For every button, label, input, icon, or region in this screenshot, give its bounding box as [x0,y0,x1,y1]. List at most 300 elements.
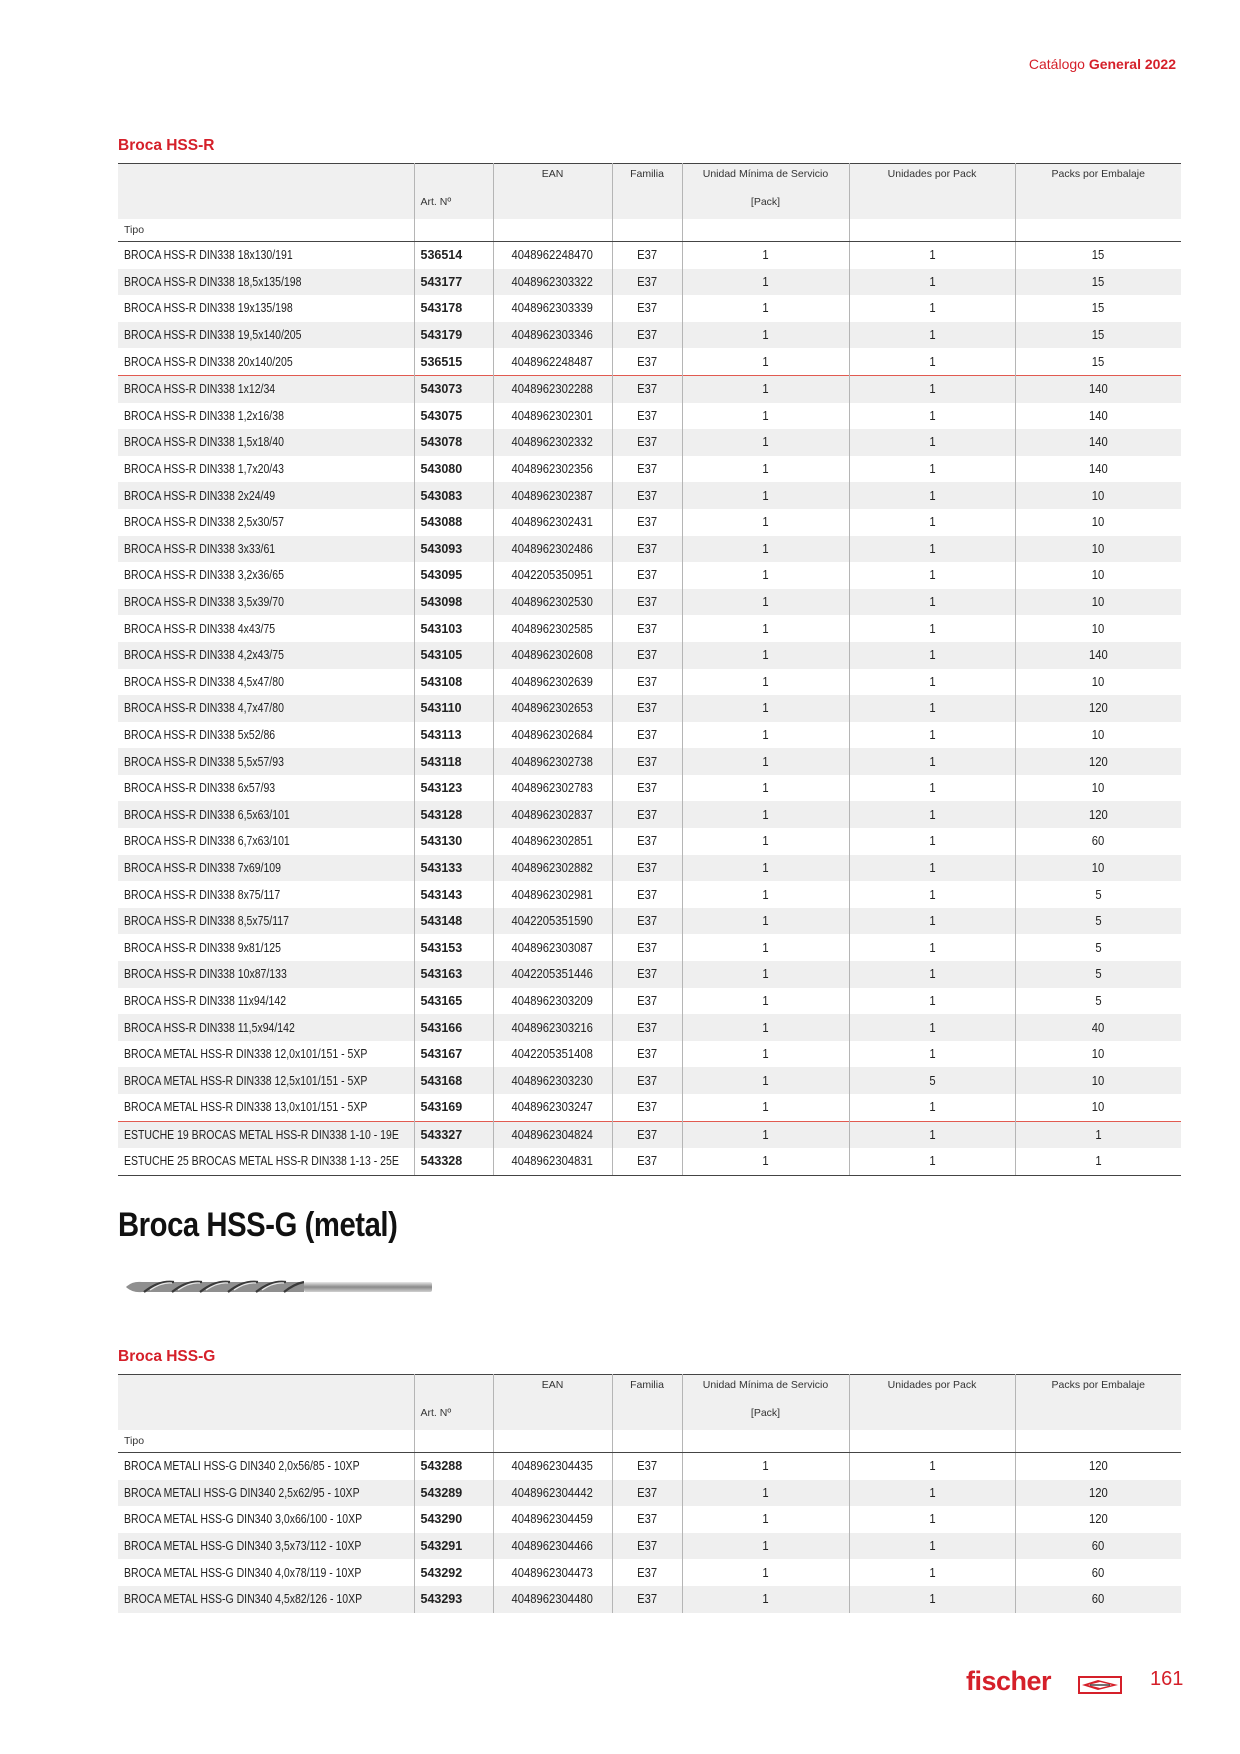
cell-art-number: 543290 [414,1506,493,1533]
cell-familia [612,482,682,509]
cell-unidad-minima-text: 1 [762,248,769,263]
cell-packs-embalaje [1015,1506,1181,1533]
cell-unidades-pack-text: 1 [928,1592,936,1607]
cell-unidades-pack [849,242,1015,269]
cell-packs-embalaje [1015,1533,1181,1560]
cell-packs-embalaje-text: 120 [1088,1459,1108,1474]
cell-unidad-minima-text: 1 [762,1565,769,1580]
cell-ean [493,375,612,402]
cell-familia [612,881,682,908]
cell-packs-embalaje [1015,1067,1181,1094]
cell-unidad-minima [682,801,849,828]
cell-tipo [118,695,414,722]
cell-familia-text: E37 [636,248,658,263]
table-row [118,1586,1181,1613]
cell-ean [493,429,612,456]
cell-packs-embalaje [1015,429,1181,456]
cell-tipo [118,269,414,296]
cell-art-number: 543148 [414,908,493,935]
cell-ean-text: 4048962302981 [511,887,594,902]
cell-unidad-minima-text: 1 [762,382,769,397]
cell-familia [612,1453,682,1480]
cell-unidades-pack [849,295,1015,322]
table-row [118,1533,1181,1560]
cell-unidad-minima [682,295,849,322]
cell-familia-text: E37 [636,1485,658,1500]
cell-familia-text: E37 [636,701,658,716]
cell-art-number: 536514 [414,242,493,269]
cell-tipo [118,1148,414,1175]
cell-packs-embalaje [1015,295,1181,322]
cell-familia [612,536,682,563]
table-row [118,1148,1181,1175]
cell-ean [493,242,612,269]
cell-unidades-pack [849,828,1015,855]
cell-unidades-pack-text: 1 [928,1100,936,1115]
table-row [118,695,1181,722]
cell-unidad-minima-text: 1 [762,1512,769,1527]
cell-tipo [118,1453,414,1480]
cell-familia [612,456,682,483]
table-row [118,1121,1181,1148]
cell-tipo [118,748,414,775]
cell-ean-text: 4048962302639 [511,674,594,689]
cell-packs-embalaje-text: 10 [1091,621,1105,636]
header-unidad-minima: Unidad Mínima de Servicio [682,1375,849,1406]
cell-unidad-minima [682,456,849,483]
cell-art-number: 543118 [414,748,493,775]
cell-ean-text: 4048962304435 [511,1459,594,1474]
cell-unidad-minima [682,1533,849,1560]
cell-packs-embalaje [1015,322,1181,349]
cell-unidades-pack [849,403,1015,430]
cell-familia-text: E37 [636,541,658,556]
table-row [118,295,1181,322]
cell-ean-text: 4048962303087 [511,940,594,955]
cell-art-number: 543093 [414,536,493,563]
cell-tipo [118,934,414,961]
cell-tipo-text: BROCA HSS-R DIN338 2,5x30/57 [124,515,284,530]
cell-tipo-text: BROCA METAL HSS-R DIN338 12,0x101/151 - 5XP [124,1047,368,1062]
cell-packs-embalaje-text: 120 [1088,754,1108,769]
cell-unidades-pack-text: 1 [928,1127,936,1142]
cell-familia [612,509,682,536]
cell-tipo [118,403,414,430]
cell-familia-text: E37 [636,967,658,982]
table-row [118,615,1181,642]
cell-packs-embalaje [1015,348,1181,375]
cell-art-number: 543166 [414,1014,493,1041]
cell-unidad-minima [682,509,849,536]
cell-tipo-text: BROCA HSS-R DIN338 6x57/93 [124,781,276,796]
cell-unidades-pack-text: 1 [928,328,936,343]
cell-familia [612,828,682,855]
cell-packs-embalaje [1015,1094,1181,1121]
drill-bit-image [124,1276,434,1298]
table-body-hss-r [118,242,1181,1176]
cell-ean [493,988,612,1015]
cell-packs-embalaje-text: 10 [1091,595,1105,610]
cell-familia [612,1067,682,1094]
cell-ean [493,934,612,961]
cell-unidades-pack [849,429,1015,456]
cell-unidades-pack-text: 1 [928,674,936,689]
cell-unidades-pack [849,375,1015,402]
cell-familia-text: E37 [636,1565,658,1580]
cell-unidades-pack-text: 1 [928,354,936,369]
cell-ean-text: 4048962303346 [511,328,594,343]
cell-familia [612,642,682,669]
cell-familia-text: E37 [636,435,658,450]
cell-art-number: 543088 [414,509,493,536]
cell-packs-embalaje-text: 120 [1088,1512,1108,1527]
cell-familia [612,669,682,696]
cell-tipo [118,456,414,483]
cell-packs-embalaje [1015,908,1181,935]
cell-tipo-text: BROCA HSS-R DIN338 20x140/205 [124,354,293,369]
cell-unidad-minima-text: 1 [762,674,769,689]
cell-unidad-minima [682,1067,849,1094]
cell-tipo [118,242,414,269]
cell-unidades-pack [849,881,1015,908]
cell-tipo-text: BROCA HSS-R DIN338 3x33/61 [124,541,276,556]
cell-familia-text: E37 [636,595,658,610]
cell-familia-text: E37 [636,648,658,663]
cell-unidades-pack-text: 1 [928,301,936,316]
cell-familia-text: E37 [636,940,658,955]
cell-packs-embalaje [1015,669,1181,696]
cell-ean-text: 4048962303209 [511,993,594,1008]
cell-unidades-pack [849,1453,1015,1480]
cell-art-number: 543128 [414,801,493,828]
cell-tipo [118,509,414,536]
cell-unidad-minima-text: 1 [762,621,769,636]
cell-tipo [118,881,414,908]
cell-art-number: 543179 [414,322,493,349]
cell-tipo [118,1559,414,1586]
cell-ean-text: 4048962304831 [511,1154,594,1169]
cell-familia [612,375,682,402]
section2-subtitle: Broca HSS-G [118,1348,216,1365]
cell-familia-text: E37 [636,1073,658,1088]
cell-ean-text: 4048962304473 [511,1565,594,1580]
cell-familia-text: E37 [636,1592,658,1607]
cell-unidades-pack [849,1559,1015,1586]
cell-tipo [118,642,414,669]
cell-familia-text: E37 [636,781,658,796]
cell-familia-text: E37 [636,408,658,423]
cell-packs-embalaje [1015,722,1181,749]
cell-unidades-pack-text: 1 [928,515,936,530]
cell-art-number: 543289 [414,1480,493,1507]
cell-familia-text: E37 [636,807,658,822]
cell-unidad-minima [682,1480,849,1507]
cell-tipo-text: BROCA HSS-R DIN338 10x87/133 [124,967,287,982]
cell-familia-text: E37 [636,621,658,636]
cell-packs-embalaje [1015,1014,1181,1041]
cell-tipo [118,1094,414,1121]
cell-packs-embalaje [1015,1121,1181,1148]
header-packs-embalaje: Packs por Embalaje [1015,164,1181,195]
cell-packs-embalaje [1015,589,1181,616]
table-row [118,1453,1181,1480]
cell-unidad-minima-text: 1 [762,860,769,875]
cell-art-number: 543293 [414,1586,493,1613]
cell-unidades-pack-text: 1 [928,701,936,716]
cell-packs-embalaje [1015,242,1181,269]
cell-unidades-pack-text: 1 [928,248,936,263]
cell-unidades-pack-text: 1 [928,1512,936,1527]
cell-familia [612,934,682,961]
cell-familia-text: E37 [636,674,658,689]
cell-packs-embalaje [1015,1041,1181,1068]
cell-unidades-pack-text: 1 [928,1459,936,1474]
cell-unidades-pack-text: 1 [928,781,936,796]
table-row [118,375,1181,402]
catalog-edition: General 2022 [1088,56,1176,72]
cell-tipo-text: BROCA METAL HSS-G DIN340 4,5x82/126 - 10XP [124,1592,363,1607]
cell-unidades-pack-text: 5 [928,1073,936,1088]
table-row [118,961,1181,988]
table-row [118,242,1181,269]
cell-unidad-minima [682,748,849,775]
table-row [118,348,1181,375]
table-row [118,828,1181,855]
cell-ean [493,456,612,483]
cell-familia [612,1480,682,1507]
cell-ean [493,801,612,828]
table-row [118,1041,1181,1068]
cell-familia [612,722,682,749]
cell-unidades-pack [849,908,1015,935]
cell-familia [612,1014,682,1041]
cell-art-number: 543163 [414,961,493,988]
cell-familia [612,1148,682,1175]
cell-ean-text: 4042205351408 [511,1047,594,1062]
cell-familia-text: E37 [636,382,658,397]
cell-ean [493,1014,612,1041]
cell-familia-text: E37 [636,887,658,902]
cell-tipo [118,988,414,1015]
cell-tipo-text: BROCA HSS-R DIN338 5,5x57/93 [124,754,284,769]
cell-packs-embalaje-text: 60 [1091,834,1105,849]
cell-familia [612,1586,682,1613]
cell-unidades-pack [849,1533,1015,1560]
cell-familia [612,322,682,349]
cell-ean-text: 4042205351590 [511,914,594,929]
cell-tipo [118,1014,414,1041]
cell-tipo [118,348,414,375]
cell-unidad-minima [682,934,849,961]
cell-unidades-pack [849,322,1015,349]
header-unidad-pack-unit: [Pack] [682,194,849,219]
cell-tipo [118,1067,414,1094]
cell-unidades-pack [849,748,1015,775]
cell-unidad-minima-text: 1 [762,541,769,556]
cell-unidades-pack-text: 1 [928,1154,936,1169]
table-body-hss-g [118,1453,1181,1613]
cell-familia-text: E37 [636,328,658,343]
cell-unidades-pack [849,509,1015,536]
cell-packs-embalaje [1015,961,1181,988]
cell-unidades-pack [849,536,1015,563]
cell-unidad-minima-text: 1 [762,354,769,369]
cell-unidad-minima [682,403,849,430]
cell-unidades-pack [849,562,1015,589]
cell-packs-embalaje-text: 1 [1095,1127,1102,1142]
cell-familia-text: E37 [636,568,658,583]
cell-unidad-minima-text: 1 [762,568,769,583]
cell-tipo [118,482,414,509]
catalog-header [1029,56,1176,72]
cell-ean-text: 4048962302783 [511,781,594,796]
cell-unidades-pack-text: 1 [928,462,936,477]
cell-tipo-text: BROCA HSS-R DIN338 19,5x140/205 [124,328,302,343]
cell-unidades-pack-text: 1 [928,940,936,955]
cell-ean [493,775,612,802]
cell-ean [493,961,612,988]
cell-art-number: 543130 [414,828,493,855]
cell-packs-embalaje-text: 5 [1095,914,1102,929]
cell-tipo [118,589,414,616]
cell-unidad-minima-text: 1 [762,1459,769,1474]
cell-tipo [118,1480,414,1507]
cell-packs-embalaje [1015,855,1181,882]
cell-unidad-minima-text: 1 [762,435,769,450]
cell-ean-text: 4048962302387 [511,488,594,503]
cell-unidad-minima [682,269,849,296]
cell-packs-embalaje-text: 15 [1091,328,1105,343]
table-row [118,881,1181,908]
cell-unidades-pack-text: 1 [928,1047,936,1062]
cell-familia [612,695,682,722]
table-row [118,1014,1181,1041]
cell-unidades-pack-text: 1 [928,1485,936,1500]
fischer-logo-mark [1078,1676,1122,1694]
cell-ean-text: 4042205350951 [511,568,594,583]
cell-packs-embalaje-text: 140 [1088,648,1108,663]
cell-unidades-pack [849,1121,1015,1148]
header-tipo: Tipo [118,219,414,242]
cell-unidad-minima [682,348,849,375]
cell-packs-embalaje [1015,403,1181,430]
cell-unidad-minima [682,429,849,456]
cell-unidad-minima [682,1586,849,1613]
product-table-hss-g [118,1374,1181,1613]
table-row [118,1094,1181,1121]
cell-packs-embalaje-text: 10 [1091,1100,1105,1115]
cell-unidades-pack-text: 1 [928,754,936,769]
cell-ean-text: 4048962302608 [511,648,594,663]
cell-unidad-minima-text: 1 [762,887,769,902]
cell-packs-embalaje-text: 140 [1088,462,1108,477]
table-row [118,1480,1181,1507]
cell-packs-embalaje [1015,695,1181,722]
cell-unidad-minima-text: 1 [762,1020,769,1035]
cell-packs-embalaje [1015,1586,1181,1613]
cell-tipo [118,615,414,642]
cell-tipo [118,801,414,828]
cell-unidad-minima-text: 1 [762,488,769,503]
cell-unidad-minima [682,589,849,616]
cell-unidades-pack [849,775,1015,802]
cell-ean [493,1453,612,1480]
cell-art-number: 543113 [414,722,493,749]
cell-unidad-minima-text: 1 [762,1485,769,1500]
cell-unidad-minima-text: 1 [762,701,769,716]
cell-unidad-minima [682,881,849,908]
cell-familia-text: E37 [636,727,658,742]
cell-ean [493,269,612,296]
cell-unidad-minima [682,855,849,882]
cell-art-number: 543327 [414,1121,493,1148]
cell-ean-text: 4048962248470 [511,248,594,263]
cell-unidades-pack-text: 1 [928,274,936,289]
header-familia: Familia [612,164,682,195]
cell-art-number: 543103 [414,615,493,642]
cell-unidades-pack [849,669,1015,696]
cell-familia-text: E37 [636,1512,658,1527]
cell-ean-text: 4048962304459 [511,1512,594,1527]
cell-tipo [118,429,414,456]
cell-familia [612,961,682,988]
cell-packs-embalaje [1015,881,1181,908]
cell-tipo-text: BROCA METALI HSS-G DIN340 2,5x62/95 - 10XP [124,1485,360,1500]
cell-art-number: 543073 [414,375,493,402]
cell-unidad-minima-text: 1 [762,328,769,343]
cell-ean-text: 4048962303339 [511,301,594,316]
cell-familia [612,748,682,775]
cell-art-number: 543328 [414,1148,493,1175]
cell-familia-text: E37 [636,834,658,849]
cell-familia [612,269,682,296]
cell-tipo-text: BROCA HSS-R DIN338 11x94/142 [124,993,287,1008]
cell-art-number: 543098 [414,589,493,616]
cell-ean-text: 4048962302486 [511,541,594,556]
cell-unidad-minima [682,642,849,669]
cell-familia-text: E37 [636,515,658,530]
cell-art-number: 543110 [414,695,493,722]
cell-packs-embalaje-text: 10 [1091,488,1105,503]
cell-packs-embalaje-text: 60 [1091,1565,1105,1580]
cell-tipo [118,1586,414,1613]
table-row [118,642,1181,669]
cell-packs-embalaje-text: 5 [1095,940,1102,955]
cell-art-number: 543078 [414,429,493,456]
cell-packs-embalaje [1015,1559,1181,1586]
table-row [118,269,1181,296]
table-row [118,801,1181,828]
cell-tipo-text: BROCA METAL HSS-G DIN340 3,0x66/100 - 10XP [124,1512,363,1527]
table-row [118,669,1181,696]
cell-art-number: 543080 [414,456,493,483]
cell-familia [612,775,682,802]
cell-art-number: 543143 [414,881,493,908]
cell-tipo-text: BROCA HSS-R DIN338 7x69/109 [124,860,281,875]
cell-unidad-minima-text: 1 [762,1047,769,1062]
table-row [118,1067,1181,1094]
cell-familia-text: E37 [636,1020,658,1035]
cell-unidad-minima-text: 1 [762,1592,769,1607]
cell-unidad-minima [682,1041,849,1068]
cell-packs-embalaje [1015,988,1181,1015]
cell-packs-embalaje-text: 140 [1088,382,1108,397]
cell-unidad-minima [682,908,849,935]
cell-familia [612,562,682,589]
cell-unidad-minima [682,1094,849,1121]
cell-unidad-minima-text: 1 [762,274,769,289]
cell-art-number: 543153 [414,934,493,961]
